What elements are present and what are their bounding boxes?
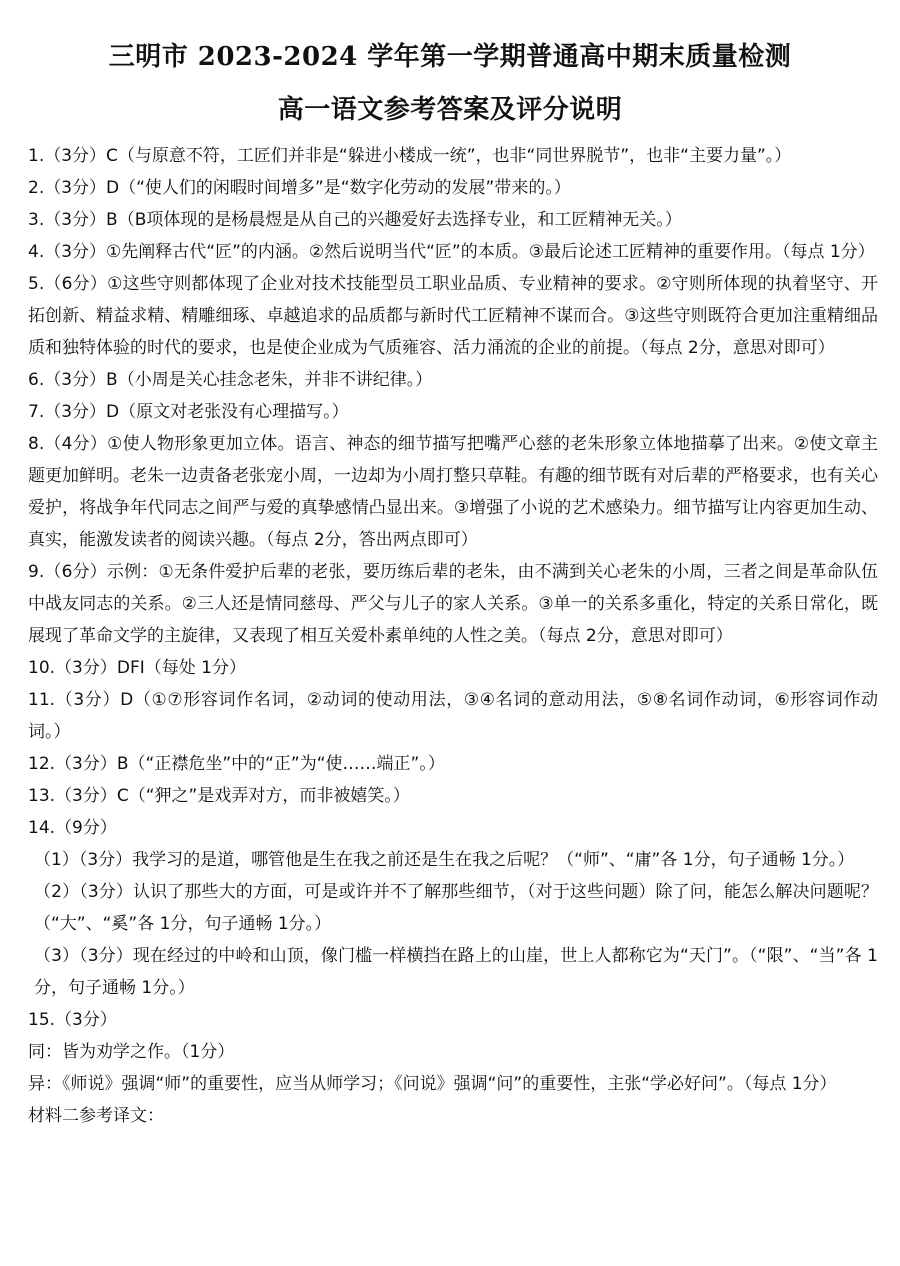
answer-item-14-2: （2）（3分）认识了那些大的方面，可是或许并不了解那些细节，（对于这些问题）除了问，能怎么解决问题呢？（“大”、“奚”各 1分，句子通畅 1分。）	[34, 882, 878, 934]
answer-item-14: 14.（9分）	[28, 818, 117, 838]
answer-item-15: 15.（3分）	[28, 1010, 117, 1030]
answer-item-6: 6.（3分）B（小周是关心挂念老朱，并非不讲纪律。）	[28, 370, 433, 390]
answer-item-15-diff: 异：《师说》强调“师”的重要性，应当从师学习；《问说》强调“问”的重要性，主张“学必好问”。（每点 1分）	[28, 1074, 837, 1094]
answer-item-14-3: （3）（3分）现在经过的中岭和山顶，像门槛一样横挡在路上的山崖，世上人都称它为“天门”。（“限”、“当”各 1分，句子通畅 1分。）	[34, 946, 878, 998]
answer-item-15-same: 同：皆为劝学之作。（1分）	[28, 1042, 235, 1062]
answer-item-9: 9.（6分）示例：①无条件爱护后辈的老张，要历练后辈的老朱，由不满到关心老朱的小周，三者之间是革命队伍中战友同志的关系。②三人还是情同慈母、严父与儿子的家人关系。③单一的关系多重化，特定的关系日常化，既展现了革命文学的主旋律，又表现了相互关爱朴素单纯的人性之美。（每点 2分，意思对即可）	[28, 562, 878, 646]
answer-item-5: 5.（6分）①这些守则都体现了企业对技术技能型员工职业品质、专业精神的要求。②守则所体现的执着坚守、开拓创新、精益求精、精雕细琢、卓越追求的品质都与新时代工匠精神不谋而合。③这些守则既符合更加注重精细品质和独特体验的时代的要求，也是使企业成为气质雍容、活力涌流的企业的前提。（每点 2分，意思对即可）	[28, 274, 878, 358]
answer-item-13: 13.（3分）C（“狎之”是戏弄对方，而非被嬉笑。）	[28, 786, 410, 806]
answer-item-10: 10.（3分）DFI（每处 1分）	[28, 658, 246, 678]
answer-item-2: 2.（3分）D（“使人们的闲暇时间增多”是“数字化劳动的发展”带来的。）	[28, 178, 571, 198]
answer-item-7: 7.（3分）D（原文对老张没有心理描写。）	[28, 402, 349, 422]
answer-list	[28, 140, 878, 1132]
translation-heading: 材料二参考译文：	[28, 1106, 164, 1126]
answer-item-3: 3.（3分）B（B项体现的是杨晨煜是从自己的兴趣爱好去选择专业，和工匠精神无关。）	[28, 210, 682, 230]
page-subtitle: 高一语文参考答案及评分说明	[277, 95, 623, 125]
answer-item-1: 1.（3分）C（与原意不符，工匠们并非是“躲进小楼成一统”，也非“同世界脱节”，也非“主要力量”。）	[28, 146, 792, 166]
answer-item-14-1: （1）（3分）我学习的是道，哪管他是生在我之前还是生在我之后呢？（“师”、“庸”各 1分，句子通畅 1分。）	[34, 850, 855, 870]
answer-item-4: 4.（3分）①先阐释古代“匠”的内涵。②然后说明当代“匠”的本质。③最后论述工匠精神的重要作用。（每点 1分）	[28, 242, 875, 262]
answer-item-12: 12.（3分）B（“正襟危坐”中的“正”为“使……端正”。）	[28, 754, 445, 774]
answer-item-11: 11.（3分）D（①⑦形容词作名词，②动词的使动用法，③④名词的意动用法，⑤⑧名词作动词，⑥形容词作动词。）	[28, 690, 878, 742]
answer-item-8: 8.（4分）①使人物形象更加立体。语言、神态的细节描写把嘴严心慈的老朱形象立体地描摹了出来。②使文章主题更加鲜明。老朱一边责备老张宠小周，一边却为小周打整只草鞋。有趣的细节既有对后辈的严格要求，也有关心爱护，将战争年代同志之间严与爱的真挚感情凸显出来。③增强了小说的艺术感染力。细节描写让内容更加生动、真实，能激发读者的阅读兴趣。（每点 2分，答出两点即可）	[28, 434, 878, 550]
page-title: 三明市 2023-2024 学年第一学期普通高中期末质量检测	[108, 42, 792, 72]
